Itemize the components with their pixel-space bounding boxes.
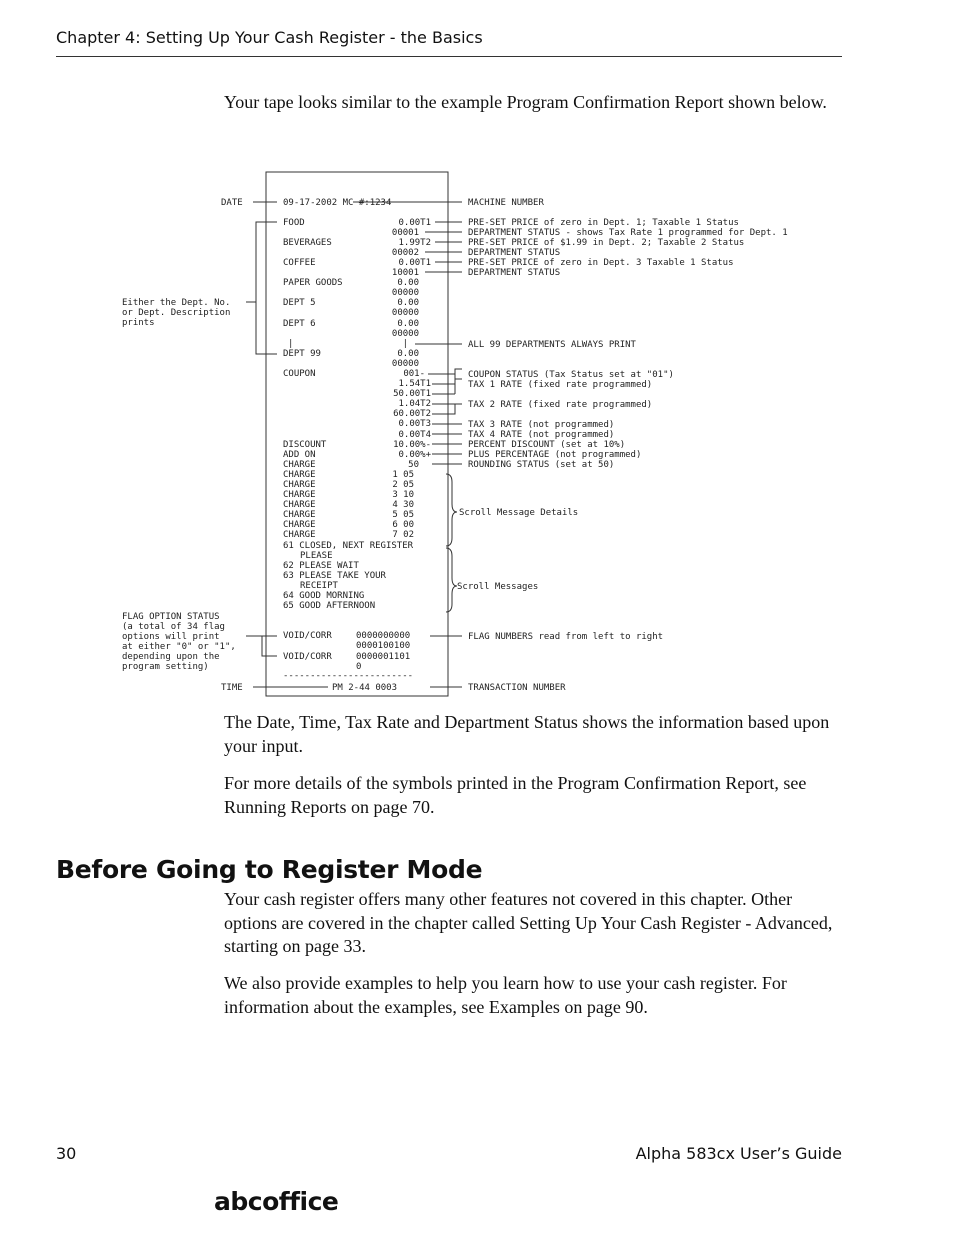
receipt-value: 2 05 (392, 480, 414, 490)
receipt-line: 09-17-2002 MC #:1234 (283, 198, 392, 208)
receipt-value: 0.00T1 (398, 218, 431, 228)
receipt-value: 60.00T2 (393, 409, 431, 419)
receipt-value: 4 30 (392, 500, 414, 510)
receipt-value: 0.00T4 (398, 430, 431, 440)
receipt-value: 00000 (391, 329, 419, 339)
annotation: PLUS PERCENTAGE (not programmed) (468, 450, 642, 460)
receipt-line: FOOD (283, 218, 305, 228)
annotation: PRE-SET PRICE of zero in Dept. 1; Taxable 1 Status (468, 218, 739, 228)
receipt-value: 00002 (391, 248, 419, 258)
annotation: DEPARTMENT STATUS (468, 248, 561, 258)
annotation: DEPARTMENT STATUS - shows Tax Rate 1 programmed for Dept. 1 (468, 228, 788, 238)
receipt-value: 0.00T1 (398, 258, 431, 268)
receipt-line: COFFEE (283, 258, 316, 268)
annotation: COUPON STATUS (Tax Status set at "01") (468, 370, 674, 380)
receipt-line: CHARGE (283, 470, 316, 480)
flag-note-line: FLAG OPTION STATUS (122, 612, 220, 622)
receipt-value: 00000 (391, 288, 419, 298)
receipt-line: | (288, 339, 294, 349)
receipt-line: VOID/CORR (283, 631, 332, 641)
annotation: FLAG NUMBERS read from left to right (468, 632, 664, 642)
receipt-line: 64 GOOD MORNING (283, 591, 365, 601)
dept-note-line: or Dept. Description (122, 308, 231, 318)
receipt-value: 0000000000 (356, 631, 411, 641)
annotation: PERCENT DISCOUNT (set at 10%) (468, 440, 626, 450)
receipt-line: CHARGE (283, 520, 316, 530)
annotation: MACHINE NUMBER (468, 198, 544, 208)
receipt-line: BEVERAGES (283, 238, 332, 248)
receipt-divider: ------------------------ (283, 671, 414, 681)
dept-note-line: prints (122, 318, 155, 328)
guide-title: Alpha 583cx User’s Guide (635, 1144, 842, 1163)
receipt-value: 1.04T2 (398, 399, 431, 409)
receipt-value: 00000 (391, 308, 419, 318)
receipt-line: CHARGE (283, 510, 316, 520)
receipt-line: 63 PLEASE TAKE YOUR (283, 571, 386, 581)
receipt-value: 00000 (391, 359, 419, 369)
receipt-line: PM 2-44 0003 (332, 683, 398, 693)
receipt-value: 10.00%- (393, 440, 431, 450)
receipt-line: CHARGE (283, 480, 316, 490)
flag-note-line: options will print (122, 632, 220, 642)
receipt-value: | (402, 339, 408, 349)
receipt-value: 3 10 (392, 490, 414, 500)
receipt-line: COUPON (283, 369, 316, 379)
receipt-value: 0.00 (397, 319, 419, 329)
annotation: TAX 3 RATE (not programmed) (468, 420, 615, 430)
receipt-value: 0.00 (397, 298, 419, 308)
body-paragraph: We also provide examples to help you learn how to use your cash register. For information about the examples, see Examples on page 90. (224, 973, 787, 1017)
annotation: ROUNDING STATUS (set at 50) (468, 460, 615, 470)
page-number: 30 (56, 1144, 77, 1163)
annotation: DEPARTMENT STATUS (468, 268, 561, 278)
receipt-value: 0.00T3 (398, 419, 431, 429)
receipt-value: 7 02 (392, 530, 414, 540)
receipt-value: 00001 (391, 228, 419, 238)
time-label: TIME (221, 683, 243, 693)
flag-note-line: program setting) (122, 662, 209, 672)
receipt-line: DISCOUNT (283, 440, 327, 450)
flag-note-line: depending upon the (122, 652, 220, 662)
receipt-line: DEPT 99 (283, 349, 321, 359)
receipt-value: 6 00 (392, 520, 414, 530)
receipt-line: DEPT 5 (283, 298, 316, 308)
annotation: ALL 99 DEPARTMENTS ALWAYS PRINT (468, 340, 636, 350)
annotation: TAX 2 RATE (fixed rate programmed) (468, 400, 653, 410)
receipt-value: 0 (356, 662, 362, 672)
receipt-line: PAPER GOODS (283, 278, 343, 288)
annotation: TAX 4 RATE (not programmed) (468, 430, 615, 440)
dept-note-line: Either the Dept. No. (122, 298, 231, 308)
receipt-line: 62 PLEASE WAIT (283, 561, 359, 571)
receipt-value: 0.00 (397, 349, 419, 359)
receipt-line: VOID/CORR (283, 652, 332, 662)
receipt-value: 0000100100 (356, 641, 411, 651)
receipt-value: 001- (403, 369, 425, 379)
receipt-line: PLEASE (300, 551, 333, 561)
receipt-value: 0000001101 (356, 652, 411, 662)
body-paragraph: The Date, Time, Tax Rate and Department Status shows the information based upon your input. (224, 712, 830, 756)
receipt-value: 1.99T2 (398, 238, 431, 248)
section-heading: Before Going to Register Mode (56, 855, 483, 884)
receipt-line: 65 GOOD AFTERNOON (283, 601, 376, 611)
receipt-line: CHARGE (283, 460, 316, 470)
annotation: PRE-SET PRICE of zero in Dept. 3 Taxable 1 Status (468, 258, 734, 268)
receipt-line: CHARGE (283, 530, 316, 540)
annotation: Scroll Messages (457, 582, 539, 592)
receipt-line: CHARGE (283, 490, 316, 500)
chapter-header: Chapter 4: Setting Up Your Cash Register - the Basics (56, 28, 483, 47)
receipt-value: 50.00T1 (393, 389, 431, 399)
receipt-value: 10001 (391, 268, 419, 278)
receipt-value: 1.54T1 (398, 379, 431, 389)
receipt-value: 50 (408, 460, 419, 470)
date-label: DATE (221, 198, 243, 208)
annotation: PRE-SET PRICE of $1.99 in Dept. 2; Taxable 2 Status (468, 238, 745, 248)
receipt-value: 0.00 (397, 278, 419, 288)
flag-note-line: at either "0" or "1", (122, 642, 236, 652)
annotation: Scroll Message Details (459, 508, 579, 518)
receipt-value: 1 05 (392, 470, 414, 480)
receipt-line: DEPT 6 (283, 319, 316, 329)
annotation: TRANSACTION NUMBER (468, 683, 566, 693)
receipt-value: 5 05 (392, 510, 414, 520)
body-paragraph: Your cash register offers many other features not covered in this chapter. Other options are covered in the chapter called Setting Up Your Cash Register - Advanced, starting on page 33. (224, 889, 833, 956)
receipt-value: 0.00%+ (398, 450, 431, 460)
receipt-line: RECEIPT (300, 581, 338, 591)
abcoffice-logo: abcoffice (214, 1187, 339, 1216)
receipt-line: ADD ON (283, 450, 316, 460)
receipt-line: 61 CLOSED, NEXT REGISTER (283, 541, 414, 551)
flag-note-line: (a total of 34 flag (122, 622, 225, 632)
receipt-line: CHARGE (283, 500, 316, 510)
body-paragraph: For more details of the symbols printed in the Program Confirmation Report, see Running Reports on page 70. (224, 773, 807, 817)
annotation: TAX 1 RATE (fixed rate programmed) (468, 380, 653, 390)
intro-paragraph: Your tape looks similar to the example Program Confirmation Report shown below. (224, 92, 827, 112)
